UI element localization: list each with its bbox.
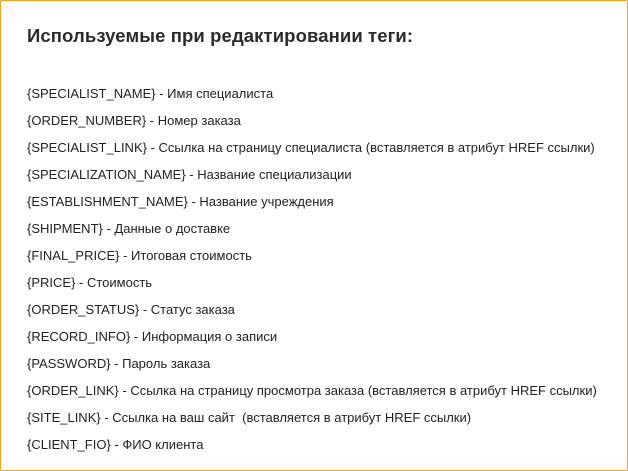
tag-item-price: {PRICE} - Стоимость — [27, 275, 153, 290]
tag-item-order-link: {ORDER_LINK} - Ссылка на страницу просмотра заказа (вставляется в атрибут HREF ссылки) — [27, 383, 597, 398]
tag-item-specialization-name: {SPECIALIZATION_NAME} - Название специализации — [27, 167, 352, 182]
tag-item-order-number: {ORDER_NUMBER} - Номер заказа — [27, 113, 241, 128]
tag-list — [27, 85, 597, 463]
tag-item-order-status: {ORDER_STATUS} - Статус заказа — [27, 302, 235, 317]
tag-item-client-fio: {CLIENT_FIO} - ФИО клиента — [27, 437, 204, 452]
panel-title: Используемые при редактировании теги: — [27, 25, 414, 46]
tag-item-specialist-name: {SPECIALIST_NAME} - Имя специалиста — [27, 86, 274, 101]
tag-item-password: {PASSWORD} - Пароль заказа — [27, 356, 211, 371]
tag-item-site-link: {SITE_LINK} - Ссылка на ваш сайт (вставляется в атрибут HREF ссылки) — [27, 410, 472, 425]
tag-item-final-price: {FINAL_PRICE} - Итоговая стоимость — [27, 248, 252, 263]
tag-item-establishment-name: {ESTABLISHMENT_NAME} - Название учреждения — [27, 194, 334, 209]
tag-item-shipment: {SHIPMENT} - Данные о доставке — [27, 221, 231, 236]
tag-item-specialist-link: {SPECIALIST_LINK} - Ссылка на страницу специалиста (вставляется в атрибут HREF ссылки) — [27, 140, 595, 155]
tag-item-record-info: {RECORD_INFO} - Информация о записи — [27, 329, 278, 344]
